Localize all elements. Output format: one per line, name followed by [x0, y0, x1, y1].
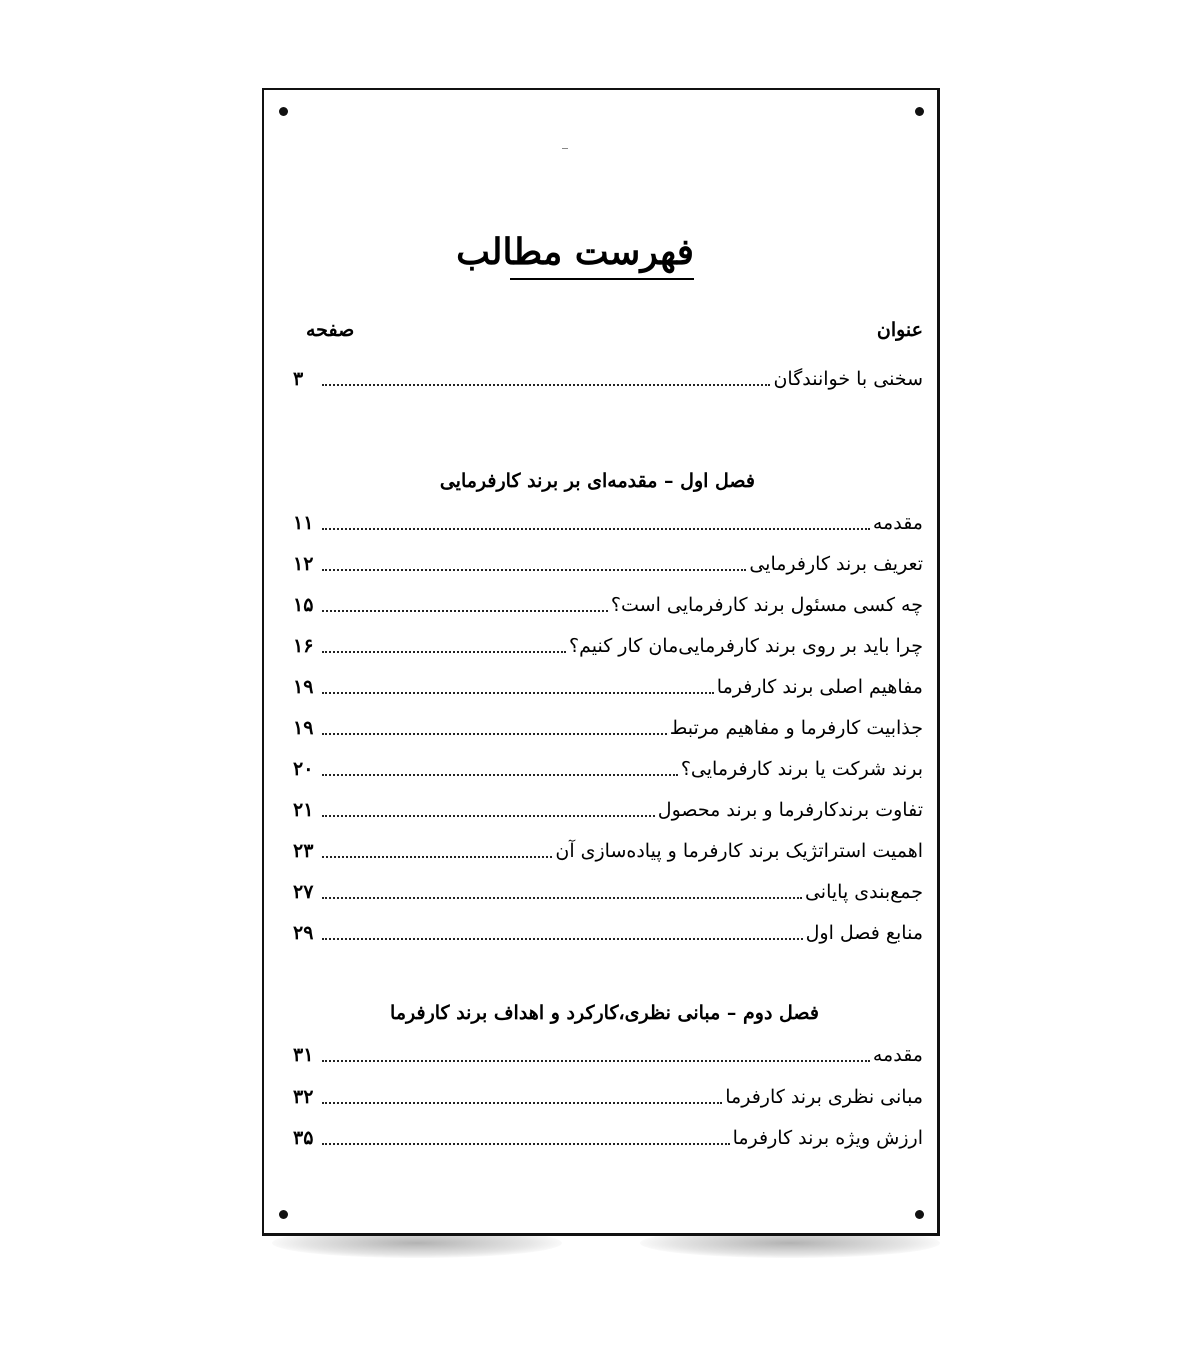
- binding-hole-icon: [915, 1210, 924, 1219]
- book-page: [262, 88, 940, 1236]
- toc-entry[interactable]: [293, 672, 923, 700]
- toc-entry-title: ارزش ویژه برند کارفرما: [732, 1127, 923, 1149]
- dot-leader: [322, 569, 746, 571]
- dot-leader: [322, 815, 655, 817]
- toc-entry-title: تعریف برند کارفرمایی: [749, 553, 923, 575]
- toc-entry-page: ۲۰: [293, 758, 314, 780]
- binding-hole-icon: [279, 1210, 288, 1219]
- toc-entry-intro[interactable]: [293, 364, 923, 392]
- toc-entry-title: مقدمه: [872, 512, 923, 534]
- toc-entry-title: چه کسی مسئول برند کارفرمایی است؟: [610, 594, 923, 616]
- toc-entry[interactable]: [293, 795, 923, 823]
- toc-entry-page: ۱۶: [293, 635, 314, 657]
- toc-entry[interactable]: [293, 549, 923, 577]
- dot-leader: [322, 528, 870, 530]
- toc-entry-title: تفاوت برندکارفرما و برند محصول: [657, 799, 923, 821]
- toc-entry[interactable]: [293, 1082, 923, 1110]
- dot-leader: [322, 1060, 870, 1062]
- dot-leader: [322, 856, 552, 858]
- page-mark: [562, 148, 568, 149]
- toc-entry-title: جذابیت کارفرما و مفاهیم مرتبط: [669, 717, 923, 739]
- dot-leader: [322, 897, 802, 899]
- toc-entry-page: ۱۵: [293, 594, 314, 616]
- toc-entry[interactable]: [293, 631, 923, 659]
- toc-entry-page: ۳۲: [293, 1086, 314, 1108]
- chapter-heading: فصل دوم – مبانی نظری،کارکرد و اهداف برند کارفرما: [390, 1002, 819, 1024]
- toc-entry-page: ۲۳: [293, 840, 314, 862]
- toc-entry-page: ۲۱: [293, 799, 314, 821]
- toc-entry-title: مبانی نظری برند کارفرما: [725, 1086, 923, 1108]
- dot-leader: [322, 1143, 730, 1145]
- toc-entry-page: ۲۹: [293, 922, 314, 944]
- toc-entry[interactable]: [293, 713, 923, 741]
- binding-hole-icon: [279, 107, 288, 116]
- toc-entry-title: جمع‌بندی پایانی: [804, 881, 923, 903]
- toc-entry[interactable]: [293, 836, 923, 864]
- toc-entry-page: ۳: [293, 368, 304, 390]
- dot-leader: [322, 774, 678, 776]
- chapter-heading: فصل اول – مقدمه‌ای بر برند کارفرمایی: [439, 470, 755, 492]
- toc-entry[interactable]: [293, 877, 923, 905]
- page-title: فهرست مطالب: [456, 231, 694, 273]
- toc-entry[interactable]: [293, 590, 923, 618]
- dot-leader: [322, 938, 803, 940]
- dot-leader: [322, 692, 714, 694]
- dot-leader: [322, 651, 566, 653]
- toc-entry-title: چرا باید بر روی برند کارفرمایی‌مان کار کنیم؟: [569, 635, 923, 657]
- binding-hole-icon: [915, 107, 924, 116]
- toc-entry-title: منابع فصل اول: [805, 922, 923, 944]
- toc-entry[interactable]: [293, 918, 923, 946]
- toc-entry[interactable]: [293, 754, 923, 782]
- toc-entry-title: سخنی با خوانندگان: [773, 368, 923, 390]
- title-underline: [510, 278, 694, 280]
- toc-entry-page: ۲۷: [293, 881, 314, 903]
- dot-leader: [322, 384, 770, 386]
- toc-entry-title: مقدمه: [872, 1044, 923, 1066]
- toc-entry-page: ۱۲: [293, 553, 314, 575]
- toc-entry-title: مفاهیم اصلی برند کارفرما: [716, 676, 923, 698]
- toc-entry-page: ۱۹: [293, 676, 314, 698]
- dot-leader: [322, 733, 667, 735]
- dot-leader: [322, 610, 608, 612]
- toc-entry-page: ۳۱: [293, 1044, 314, 1066]
- toc-entry[interactable]: [293, 1040, 923, 1068]
- toc-entry-title: برند شرکت یا برند کارفرمایی؟: [680, 758, 923, 780]
- column-header-page: صفحه: [306, 319, 355, 341]
- toc-entry-page: ۱۹: [293, 717, 314, 739]
- dot-leader: [322, 1102, 722, 1104]
- toc-entry[interactable]: [293, 1123, 923, 1151]
- column-header-title: عنوان: [876, 319, 923, 341]
- toc-entry-title: اهمیت استراتژیک برند کارفرما و پیاده‌سازی آن: [555, 840, 923, 862]
- toc-entry[interactable]: [293, 508, 923, 536]
- toc-entry-page: ۳۵: [293, 1127, 314, 1149]
- toc-entry-page: ۱۱: [293, 512, 314, 534]
